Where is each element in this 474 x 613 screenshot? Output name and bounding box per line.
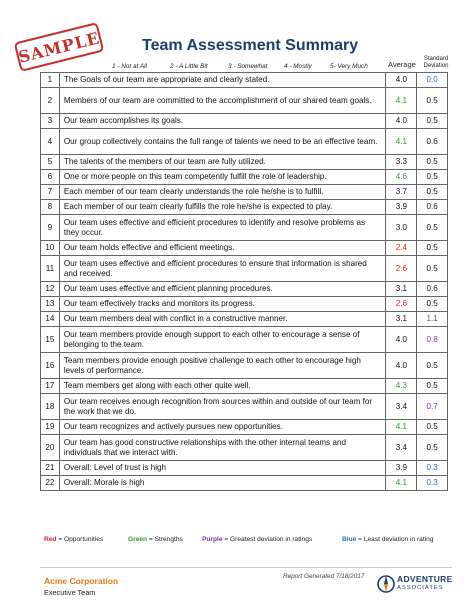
average-value: 2.4: [386, 241, 417, 256]
table-row: [41, 420, 448, 435]
page-title: Team Assessment Summary: [142, 37, 359, 54]
table-row: [41, 353, 448, 379]
item-statement: Our team members provide enough support to each other to encourage a sense of belonging to the team.: [59, 327, 386, 353]
item-statement: One or more people on this team competently fulfill the role of leadership.: [59, 170, 386, 185]
item-statement: Each member of our team clearly fulfills the role he/she is expected to play.: [59, 200, 386, 215]
table-row: [41, 327, 448, 353]
item-number: 17: [41, 379, 60, 394]
table-row: [41, 170, 448, 185]
compass-icon: [377, 573, 395, 595]
average-value: 3.1: [386, 312, 417, 327]
item-number: 3: [41, 114, 60, 129]
scale-label-5: 5- Very Much: [330, 63, 368, 70]
average-value: 3.0: [386, 215, 417, 241]
average-value: 4.1: [386, 420, 417, 435]
legend-item-red: [44, 536, 103, 543]
item-statement: The talents of the members of our team are fully utilized.: [59, 155, 386, 170]
average-value: 4.3: [386, 379, 417, 394]
item-number: 16: [41, 353, 60, 379]
average-value: 4.0: [386, 114, 417, 129]
item-number: 9: [41, 215, 60, 241]
item-statement: The Goals of our team are appropriate and clearly stated.: [59, 73, 386, 88]
sd-value: 0.6: [417, 282, 448, 297]
report-date: Report Generated 7/18/2017: [283, 573, 365, 580]
item-number: 4: [41, 129, 60, 155]
scale-label-4: 4 - Mostly: [284, 63, 312, 70]
legend-key: Green: [128, 536, 148, 543]
table-row: [41, 200, 448, 215]
team-name: Executive Team: [44, 588, 96, 597]
table-row: [41, 114, 448, 129]
item-number: 22: [41, 476, 60, 491]
item-statement: Team members provide enough positive challenge to each other to encourage high levels of performance.: [59, 353, 386, 379]
table-row: [41, 461, 448, 476]
average-value: 4.0: [386, 353, 417, 379]
sd-value: 1.1: [417, 312, 448, 327]
sd-value: 0.3: [417, 461, 448, 476]
item-statement: Our group collectively contains the full range of talents we need to be an effective team.: [59, 129, 386, 155]
item-number: 12: [41, 282, 60, 297]
average-value: 3.9: [386, 200, 417, 215]
item-number: 21: [41, 461, 60, 476]
item-statement: Our team has good constructive relationships with the other internal teams and individuals that we interact with.: [59, 435, 386, 461]
average-value: 3.4: [386, 435, 417, 461]
logo-line1: ADVENTURE: [397, 574, 453, 584]
sd-value: 0.7: [417, 394, 448, 420]
item-number: 20: [41, 435, 60, 461]
average-value: 4.6: [386, 170, 417, 185]
item-statement: Our team uses effective and efficient procedures to identify and resolve problems as they occur.: [59, 215, 386, 241]
legend-item-green: [128, 536, 183, 543]
table-row: [41, 394, 448, 420]
sd-value: 0.0: [417, 73, 448, 88]
average-value: 3.3: [386, 155, 417, 170]
table-row: [41, 312, 448, 327]
sd-value: 0.5: [417, 241, 448, 256]
item-statement: Team members get along with each other quite well.: [59, 379, 386, 394]
sd-value: 0.5: [417, 420, 448, 435]
average-value: 2.6: [386, 256, 417, 282]
legend-desc: = Least deviation in rating: [358, 536, 434, 543]
item-statement: Our team receives enough recognition from sources within and outside of our team for the work that we do.: [59, 394, 386, 420]
adventure-associates-logo: [377, 572, 453, 596]
item-number: 1: [41, 73, 60, 88]
item-number: 10: [41, 241, 60, 256]
item-statement: Our team effectively tracks and monitors its progress.: [59, 297, 386, 312]
average-value: 4.1: [386, 476, 417, 491]
legend-desc: = Greatest deviation in ratings: [224, 536, 313, 543]
item-number: 18: [41, 394, 60, 420]
table-row: [41, 297, 448, 312]
company-name: Acme Corporation: [44, 576, 119, 586]
legend-item-purple: [202, 536, 312, 543]
sd-value: 0.5: [417, 435, 448, 461]
average-value: 4.1: [386, 88, 417, 114]
item-statement: Our team uses effective and efficient procedures to ensure that information is shared and received.: [59, 256, 386, 282]
item-number: 11: [41, 256, 60, 282]
item-statement: Members of our team are committed to the accomplishment of our shared team goals.: [59, 88, 386, 114]
average-value: 3.1: [386, 282, 417, 297]
footer-divider: [40, 567, 452, 568]
item-statement: Our team holds effective and efficient meetings.: [59, 241, 386, 256]
item-statement: Our team recognizes and actively pursues new opportunities.: [59, 420, 386, 435]
item-statement: Overall: Morale is high: [59, 476, 386, 491]
sd-value: 0.5: [417, 170, 448, 185]
average-column-header: Average: [388, 60, 416, 69]
scale-label-3: 3 - Somewhat: [228, 63, 268, 70]
sd-value: 0.5: [417, 185, 448, 200]
item-number: 2: [41, 88, 60, 114]
average-value: 3.7: [386, 185, 417, 200]
sd-value: 0.5: [417, 297, 448, 312]
average-value: 4.1: [386, 129, 417, 155]
sd-value: 0.5: [417, 88, 448, 114]
item-number: 14: [41, 312, 60, 327]
item-statement: Overall: Level of trust is high: [59, 461, 386, 476]
sd-value: 0.5: [417, 114, 448, 129]
table-row: [41, 215, 448, 241]
legend-desc: = Opportunities: [58, 536, 104, 543]
sd-value: 0.6: [417, 129, 448, 155]
table-row: [41, 88, 448, 114]
table-row: [41, 476, 448, 491]
item-statement: Our team accomplishes its goals.: [59, 114, 386, 129]
item-number: 13: [41, 297, 60, 312]
sd-value: 0.5: [417, 256, 448, 282]
item-number: 5: [41, 155, 60, 170]
table-row: [41, 241, 448, 256]
average-value: 3.9: [386, 461, 417, 476]
item-number: 19: [41, 420, 60, 435]
average-value: 4.0: [386, 327, 417, 353]
item-statement: Our team uses effective and efficient planning procedures.: [59, 282, 386, 297]
sample-stamp-text: SAMPLE: [16, 27, 102, 67]
table-row: [41, 379, 448, 394]
item-statement: Our team members deal with conflict in a constructive manner.: [59, 312, 386, 327]
sd-column-header: Standard Deviation: [423, 56, 449, 69]
sd-value: 0.5: [417, 215, 448, 241]
item-statement: Each member of our team clearly understands the role he/she is to fulfill.: [59, 185, 386, 200]
sd-value: 0.6: [417, 200, 448, 215]
assessment-table: [40, 72, 448, 491]
table-row: [41, 282, 448, 297]
average-value: 4.0: [386, 73, 417, 88]
table-row: [41, 185, 448, 200]
average-value: 3.4: [386, 394, 417, 420]
sd-value: 0.5: [417, 353, 448, 379]
legend-item-blue: [342, 536, 433, 543]
logo-line2: ASSOCIATES: [397, 585, 444, 591]
item-number: 15: [41, 327, 60, 353]
legend-desc: = Strengths: [148, 536, 183, 543]
sd-value: 0.5: [417, 379, 448, 394]
average-value: 2.6: [386, 297, 417, 312]
item-number: 8: [41, 200, 60, 215]
legend-key: Blue: [342, 536, 357, 543]
scale-label-2: 2 - A Little Bit: [170, 63, 208, 70]
item-number: 7: [41, 185, 60, 200]
sample-stamp: [14, 22, 105, 72]
sd-value: 0.5: [417, 155, 448, 170]
table-row: [41, 129, 448, 155]
table-row: [41, 435, 448, 461]
table-row: [41, 73, 448, 88]
sd-value: 0.8: [417, 327, 448, 353]
legend-key: Red: [44, 536, 57, 543]
sd-value: 0.3: [417, 476, 448, 491]
item-number: 6: [41, 170, 60, 185]
table-row: [41, 256, 448, 282]
legend-key: Purple: [202, 536, 223, 543]
scale-label-1: 1 - Not at All: [112, 63, 147, 70]
table-row: [41, 155, 448, 170]
